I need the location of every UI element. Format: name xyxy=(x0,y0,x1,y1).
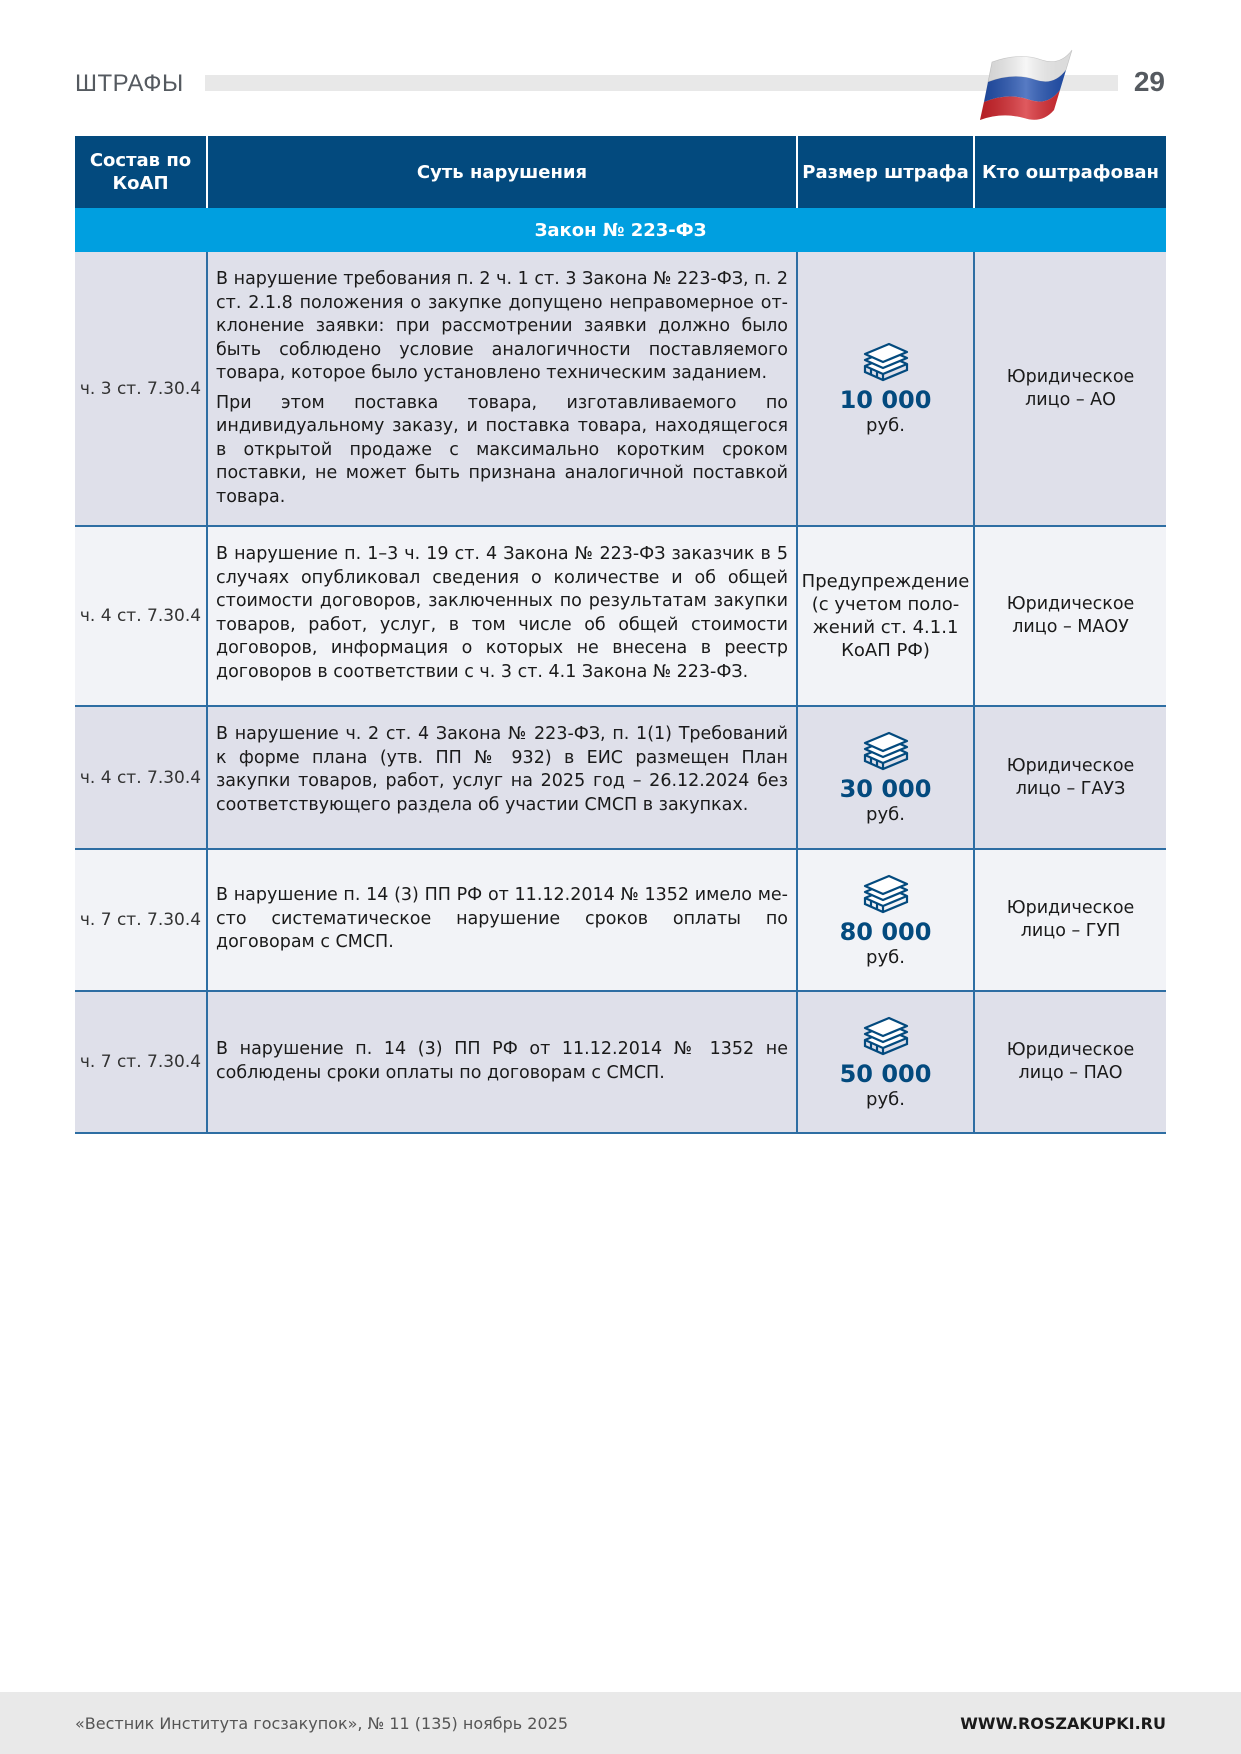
description-cell xyxy=(207,252,797,526)
description-cell xyxy=(207,849,797,991)
table-row xyxy=(75,991,1166,1133)
column-header-fine: Размер штрафа xyxy=(797,136,974,208)
column-header-article: Состав по КоАП xyxy=(75,136,207,208)
fine-cell xyxy=(797,849,974,991)
fined-party-cell: Юридическое лицо – ГУП xyxy=(974,849,1166,991)
fine-cell: Предупреждение (с учетом положений ст. 4.1.1 КоАП РФ) xyxy=(797,526,974,706)
fine-cell xyxy=(797,706,974,849)
law-section-row xyxy=(75,208,1166,252)
section-title: ШТРАФЫ xyxy=(75,70,184,97)
page-footer xyxy=(0,1692,1241,1754)
fine-currency: руб. xyxy=(866,804,905,825)
description-paragraph: В нарушение ч. 2 ст. 4 Закона № 223-ФЗ, п. 1(1) Требований к форме плана (утв. ПП № 932) в ЕИС размещен План закупки товаров, работ, услуг на 2025 год – 26.12.2024 без соответствующего раздела об участии СМСП в закупках. xyxy=(216,724,788,815)
money-stack-icon xyxy=(861,729,911,771)
fined-party-cell: Юридическое лицо – ГАУЗ xyxy=(974,706,1166,849)
fines-table xyxy=(75,136,1166,1134)
fine-amount: 50 000 xyxy=(839,1059,932,1088)
fine-cell xyxy=(797,991,974,1133)
description-cell xyxy=(207,706,797,849)
article-cell: ч. 4 ст. 7.30.4 xyxy=(75,526,207,706)
column-header-description: Суть нарушения xyxy=(207,136,797,208)
article-cell: ч. 3 ст. 7.30.4 xyxy=(75,252,207,526)
journal-title: «Вестник Института госзакупок», № 11 (135) ноябрь 2025 xyxy=(75,1714,569,1733)
table-row xyxy=(75,252,1166,526)
column-header-fined: Кто оштрафован xyxy=(974,136,1166,208)
table-row xyxy=(75,526,1166,706)
article-cell: ч. 7 ст. 7.30.4 xyxy=(75,991,207,1133)
page-header xyxy=(75,60,1165,110)
table-header-row xyxy=(75,136,1166,208)
fined-party-cell: Юридическое лицо – ПАО xyxy=(974,991,1166,1133)
description-paragraph: В нарушение п. 14 (3) ПП РФ от 11.12.2014 № 1352 не соблюдены сроки оплаты по договорам с СМСП. xyxy=(216,1039,788,1083)
table-row xyxy=(75,706,1166,849)
fined-party-cell: Юридическое лицо – АО xyxy=(974,252,1166,526)
article-cell: ч. 7 ст. 7.30.4 xyxy=(75,849,207,991)
fine-currency: руб. xyxy=(866,415,905,436)
description-paragraph: В нарушение требования п. 2 ч. 1 ст. 3 Закона № 223-ФЗ, п. 2 ст. 2.1.8 положения о закупке допущено неправомерное отклонение заявки: при рассмотрении заявки должно было быть соблюдено условие аналогичности поставляемого товара, которое было установлено техническим заданием. xyxy=(216,269,788,383)
russian-flag-icon xyxy=(980,48,1080,120)
money-stack-icon xyxy=(861,340,911,382)
description-paragraph: В нарушение п. 14 (3) ПП РФ от 11.12.2014 № 1352 имело место систематическое нарушение сроков оплаты по договорам с СМСП. xyxy=(216,885,788,952)
description-cell xyxy=(207,526,797,706)
fine-amount: 30 000 xyxy=(839,775,932,803)
fine-amount: 10 000 xyxy=(839,386,932,414)
table-row xyxy=(75,849,1166,991)
fine-amount: 80 000 xyxy=(839,917,932,946)
fine-cell xyxy=(797,252,974,526)
article-cell: ч. 4 ст. 7.30.4 xyxy=(75,706,207,849)
page-number: 29 xyxy=(1133,66,1165,97)
website-link[interactable]: WWW.ROSZAKUPKI.RU xyxy=(960,1714,1166,1733)
description-paragraph: При этом поставка товара, изготавливаемого по индивидуальному заказу, и поставка товара, находящегося в открытой продаже с максимально коротким сроком поставки, не может быть признана аналогичной поставкой товара. xyxy=(216,392,788,507)
fined-party-cell: Юридическое лицо – МАОУ xyxy=(974,526,1166,706)
fine-currency: руб. xyxy=(866,1088,905,1110)
money-stack-icon xyxy=(861,872,911,914)
law-section-label: Закон № 223-ФЗ xyxy=(75,208,1166,252)
description-paragraph: В нарушение п. 1–3 ч. 19 ст. 4 Закона № 223-ФЗ заказчик в 5 случаях опубликовал сведения о количестве и об общей стоимости договоров, заключенных по результатам закупки товаров, работ, услуг, в том числе об общей стоимости договоров, информация о которых не внесена в реестр договоров в соответствии с ч. 3 ст. 4.1 Закона № 223-ФЗ. xyxy=(216,544,788,682)
description-cell xyxy=(207,991,797,1133)
money-stack-icon xyxy=(861,1014,911,1056)
fine-currency: руб. xyxy=(866,946,905,968)
